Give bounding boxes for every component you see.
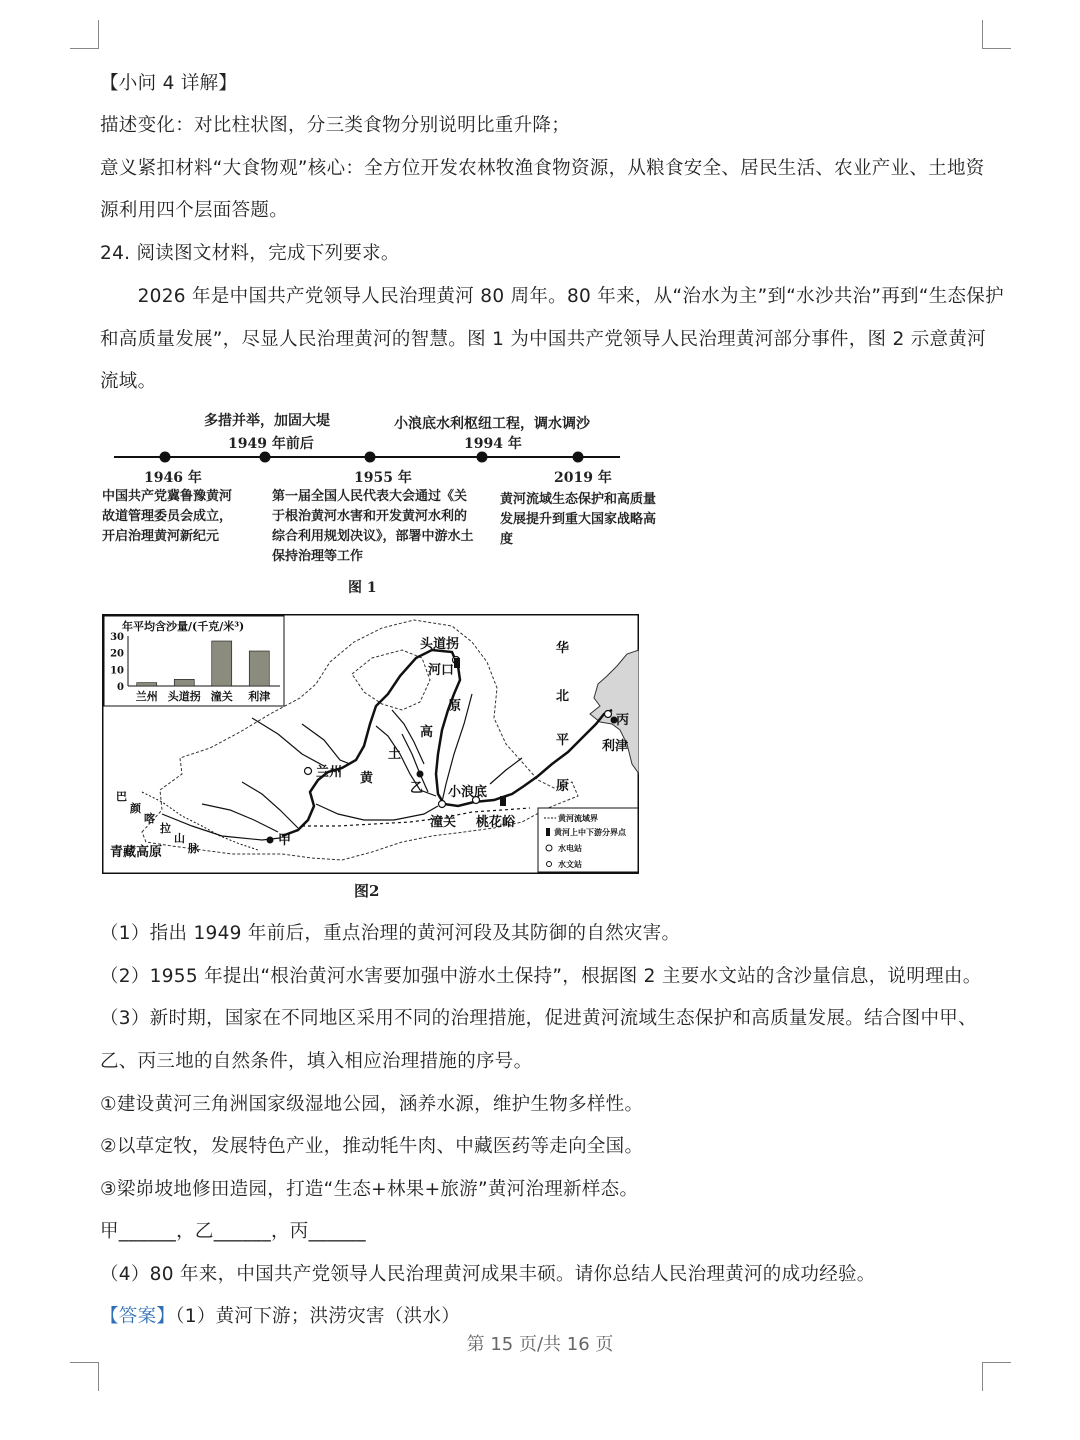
text-line: 和高质量发展”，尽显人民治理黄河的智慧。图 1 为中国共产党领导人民治理黄河部分事件，图 2 示意黄河 <box>100 329 986 350</box>
option-2: ②以草定牧，发展特色产业，推动牦牛肉、中藏医药等走向全国。 <box>100 1136 644 1157</box>
map-label: 桃花峪 <box>476 815 516 830</box>
answer-tag: 【答案】 <box>100 1306 176 1327</box>
figure-caption: 图2 <box>354 882 380 900</box>
map-label: 巴 <box>116 790 127 803</box>
text-line: 意义紧扣材料“大食物观”核心：全方位开发农林牧渔食物资源，从粮食安全、居民生活、农业产业、土地资 <box>100 158 985 179</box>
text-line: 流域。 <box>100 371 157 392</box>
legend-label: 黄河流域界 <box>558 813 598 823</box>
map-label: 河口 <box>428 663 455 678</box>
question-3-cont: 乙、丙三地的自然条件，填入相应治理措施的序号。 <box>100 1051 533 1072</box>
timeline-year: 1994 年 <box>464 436 522 452</box>
legend-label: 水文站 <box>558 859 582 869</box>
chart-bar <box>249 651 269 686</box>
map-label: 兰州 <box>316 765 343 780</box>
map-label: 小浪底 <box>448 785 488 800</box>
timeline-dot <box>160 452 171 463</box>
map-label: 平 <box>556 733 570 748</box>
chart-ytick-label: 20 <box>110 648 124 660</box>
text-line: 2026 年是中国共产党领导人民治理黄河 80 周年。80 年来，从“治水为主”到“水沙共治”再到“生态保护 <box>100 286 1004 307</box>
map-legend <box>538 808 638 872</box>
legend-label: 黄河上中下游分界点 <box>554 827 626 837</box>
chart-ytick-label: 0 <box>117 682 124 693</box>
chart-ytick-label: 10 <box>110 665 124 677</box>
question-3: （3）新时期，国家在不同地区采用不同的治理措施，促进黄河流域生态保护和高质量发展。结合图中甲、 <box>100 1008 977 1029</box>
chart-category-label: 利津 <box>248 690 271 703</box>
question-4: （4）80 年来，中国共产党领导人民治理黄河成果丰硕。请你总结人民治理黄河的成功经验。 <box>100 1264 876 1285</box>
chart-title: 年平均含沙量/(千克/米³) <box>122 620 245 633</box>
map-label: 乙 <box>410 781 424 796</box>
map-label: 丙 <box>616 713 630 728</box>
timeline-label: 多措并举，加固大堤 <box>204 413 330 429</box>
map-label: 喀 <box>144 812 155 825</box>
timeline-dot <box>477 452 488 463</box>
map-label: 土 <box>388 747 402 762</box>
map-label: 北 <box>556 689 570 704</box>
sediment-chart-inset <box>104 616 284 706</box>
map-label: 潼关 <box>430 815 457 830</box>
point-yi <box>417 771 424 778</box>
text-line: 源利用四个层面答题。 <box>100 200 289 221</box>
map-label: 原 <box>556 779 570 794</box>
answer-text: （1）黄河下游；洪涝灾害（洪水） <box>175 1306 461 1327</box>
chart-category-label: 头道拐 <box>167 690 201 703</box>
point-jia <box>267 837 274 844</box>
map-label: 高 <box>420 725 434 740</box>
chart-category-label: 兰州 <box>135 690 158 703</box>
map-label: 利津 <box>602 739 629 754</box>
map-label: 山 <box>174 832 185 845</box>
timeline-year: 2019 年 <box>554 470 612 486</box>
timeline-dot <box>260 452 271 463</box>
map-label: 青藏高原 <box>110 845 163 860</box>
timeline-label: 小浪底水利枢纽工程，调水调沙 <box>394 416 590 432</box>
chart-category-label: 潼关 <box>210 690 233 703</box>
crop-mark-top-left <box>70 20 99 49</box>
chart-bar <box>174 679 194 686</box>
timeline-year: 1949 年前后 <box>228 436 314 452</box>
question-number: 24. 阅读图文材料，完成下列要求。 <box>100 243 400 264</box>
answer-line <box>100 1305 460 1329</box>
map-label: 华 <box>556 641 570 656</box>
hydro-station-lanzhou <box>305 768 312 775</box>
option-1: ①建设黄河三角洲国家级湿地公园，涵养水源，维护生物多样性。 <box>100 1094 644 1115</box>
question-2: （2）1955 年提出“根治黄河水害要加强中游水土保持”，根据图 2 主要水文站的含沙量信息，说明理由。 <box>100 966 982 987</box>
crop-mark-bottom-left <box>70 1362 99 1391</box>
option-3: ③梁峁坡地修田造园，打造“生态+林果+旅游”黄河治理新样态。 <box>100 1179 639 1200</box>
answer-blanks: 甲______，乙______，丙______ <box>100 1221 366 1242</box>
timeline-description: 中国共产党冀鲁豫黄河故道管理委员会成立，开启治理黄河新纪元 <box>102 489 233 544</box>
crop-mark-bottom-right <box>982 1362 1011 1391</box>
map-label: 拉 <box>160 822 171 835</box>
timeline-dot <box>365 452 376 463</box>
map-label: 颜 <box>130 802 141 815</box>
map-label: 脉 <box>188 842 199 855</box>
map-label: 原 <box>448 699 462 714</box>
timeline-dot <box>573 452 584 463</box>
timeline-description: 第一届全国人民代表大会通过《关于根治黄河水害和开发黄河水利的综合利用规划决议》，部署中游水土保持治理等工作 <box>272 489 474 564</box>
boundary-marker-taohuayu <box>500 796 506 806</box>
chart-bar <box>137 683 157 686</box>
question-1: （1）指出 1949 年前后，重点治理的黄河河段及其防御的自然灾害。 <box>100 923 681 944</box>
subquestion-heading: 【小问 4 详解】 <box>100 73 238 94</box>
text-line: 描述变化：对比柱状图，分三类食物分别说明比重升降； <box>100 115 571 136</box>
chart-ytick-label: 30 <box>110 632 124 643</box>
legend-label: 水电站 <box>558 843 582 853</box>
timeline-year: 1946 年 <box>144 470 202 486</box>
boundary-marker-hekou <box>454 658 460 668</box>
hydro-station-lijin <box>605 711 612 718</box>
map-label: 头道拐 <box>420 637 460 652</box>
chart-bar <box>212 641 232 686</box>
crop-mark-top-right <box>982 20 1011 49</box>
timeline-year: 1955 年 <box>354 470 412 486</box>
figure-2-map <box>102 614 639 874</box>
map-label: 黄 <box>360 771 374 786</box>
page-footer: 第 15 页/共 16 页 <box>466 1334 614 1355</box>
hydro-station-tongguan <box>439 801 446 808</box>
map-label: 甲 <box>278 833 292 848</box>
timeline-description: 黄河流域生态保护和高质量发展提升到重大国家战略高度 <box>500 492 657 547</box>
figure-caption: 图 1 <box>348 580 377 596</box>
figure-1-timeline <box>100 405 660 600</box>
